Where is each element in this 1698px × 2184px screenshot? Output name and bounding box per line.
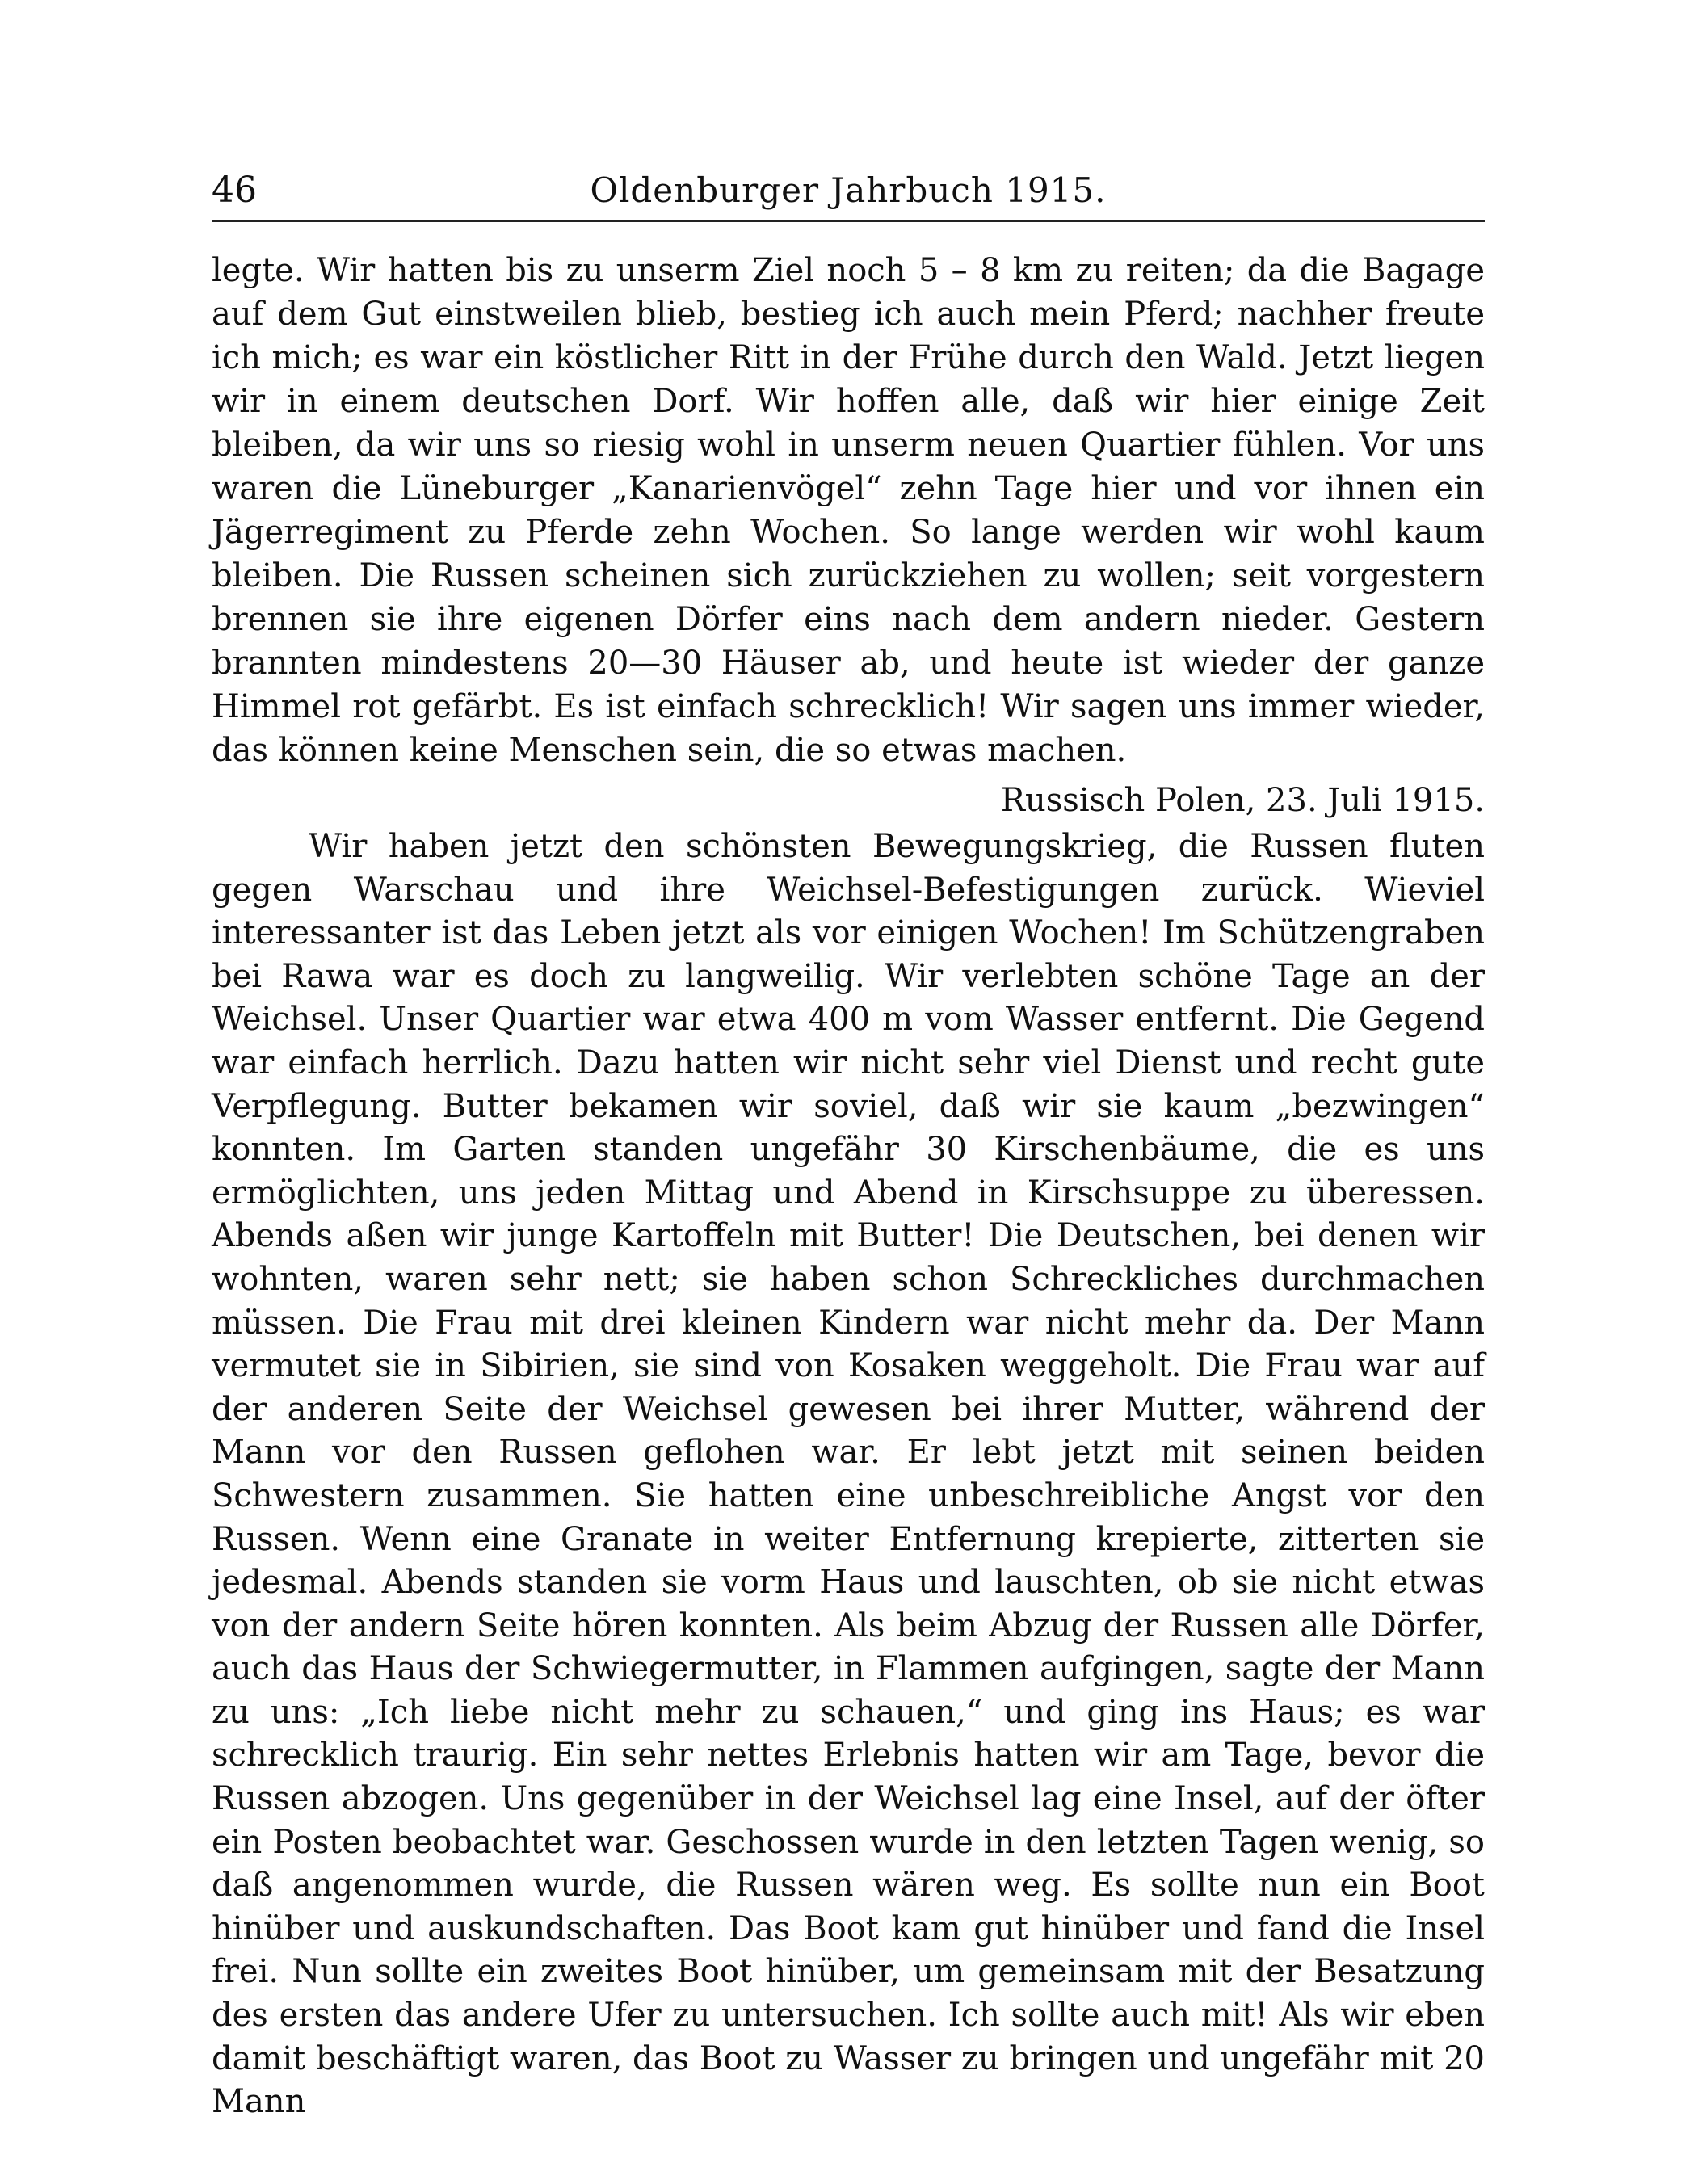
page-number: 46 [212, 170, 257, 211]
letter-dateline: Russisch Polen, 23. Juli 1915. [1000, 782, 1485, 819]
running-title: Oldenburger Jahrbuch 1915. [590, 170, 1107, 210]
page-header [212, 166, 1485, 215]
paragraph-letter: Wir haben jetzt den schönsten Bewegungskrieg, die Russen fluten gegen Warschau und ihre Weichsel-Befestigungen zurück. Wieviel interessanter ist das Leben jetzt als vor einigen Wochen! Im Schützengraben bei Rawa war es doch zu langweilig. Wir verlebten schöne Tage an der Weichsel. Unser Quartier war etwa 400 m vom Wasser entfernt. Die Gegend war einfach herrlich. Dazu hatten wir nicht sehr viel Dienst und recht gute Verpflegung. Butter bekamen wir soviel, daß wir sie kaum „bezwingen“ konnten. Im Garten standen ungefähr 30 Kirschenbäume, die es uns ermöglichten, uns jeden Mittag und Abend in Kirschsuppe zu überessen. Abends aßen wir junge Kartoffeln mit Butter! Die Deutschen, bei denen wir wohnten, waren sehr nett; sie haben schon Schreckliches durchmachen müssen. Die Frau mit drei kleinen Kindern war nicht mehr da. Der Mann vermutet sie in Sibirien, sie sind von Kosaken weggeholt. Die Frau war auf der anderen Seite der Weichsel gewesen bei ihrer Mutter, während der Mann vor den Russen geflohen war. Er lebt jetzt mit seinen beiden Schwestern zusammen. Sie hatten eine unbeschreibliche Angst vor den Russen. Wenn eine Granate in weiter Entfernung krepierte, zitterten sie jedesmal. Abends standen sie vorm Haus und lauschten, ob sie nicht etwas von der andern Seite hören konnten. Als beim Abzug der Russen alle Dörfer, auch das Haus der Schwiegermutter, in Flammen aufgingen, sagte der Mann zu uns: „Ich liebe nicht mehr zu schauen,“ und ging ins Haus; es war schrecklich traurig. Ein sehr nettes Erlebnis hatten wir am Tage, bevor die Russen abzogen. Uns gegenüber in der Weichsel lag eine Insel, auf der öfter ein Posten beobachtet war. Geschossen wurde in den letzten Tagen wenig, so daß angenommen wurde, die Russen wären weg. Es sollte nun ein Boot hinüber und auskundschaften. Das Boot kam gut hinüber und fand die Insel frei. Nun sollte ein zweites Boot hinüber, um gemeinsam mit der Besatzung des ersten das andere Ufer zu untersuchen. Ich sollte auch mit! Als wir eben damit beschäftigt waren, das Boot zu Wasser zu bringen und ungefähr mit 20 Mann [212, 828, 1485, 2121]
paragraph-continued: legte. Wir hatten bis zu unserm Ziel noch 5 – 8 km zu reiten; da die Bagage auf dem Gut einstweilen blieb, bestieg ich auch mein Pferd; nachher freute ich mich; es war ein köstlicher Ritt in der Frühe durch den Wald. Jetzt liegen wir in einem deutschen Dorf. Wir hoffen alle, daß wir hier einige Zeit bleiben, da wir uns so riesig wohl in unserm neuen Quartier fühlen. Vor uns waren die Lüneburger „Kanarienvögel“ zehn Tage hier und vor ihnen ein Jägerregiment zu Pferde zehn Wochen. So lange werden wir wohl kaum bleiben. Die Russen scheinen sich zurückziehen zu wollen; seit vorgestern brennen sie ihre eigenen Dörfer eins nach dem andern nieder. Gestern brannten mindestens 20—30 Häuser ab, und heute ist wieder der ganze Himmel rot gefärbt. Es ist einfach schrecklich! Wir sagen uns immer wieder, das können keine Menschen sein, die so etwas machen. [212, 252, 1485, 769]
header-rule [212, 220, 1485, 222]
